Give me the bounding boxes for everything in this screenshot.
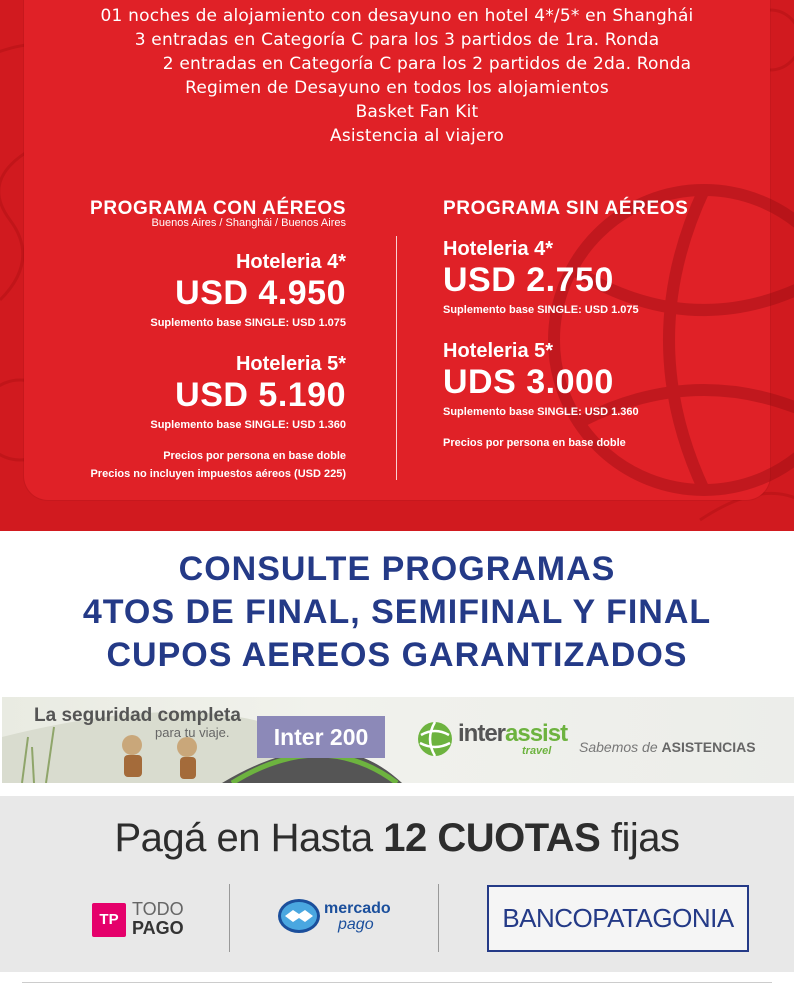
program-title: PROGRAMA CON AÉREOS: [90, 198, 346, 219]
note-line: Precios por persona en base doble: [443, 437, 626, 449]
insurance-headline: La seguridad completa: [34, 705, 241, 726]
price-tier: [443, 236, 743, 320]
column-divider: [396, 236, 397, 480]
payment-divider: [438, 884, 439, 952]
includes-item: 01 noches de alojamiento con desayuno en hotel 4*/5* en Shanghái: [100, 6, 694, 26]
mercadopago-wordmark: [324, 901, 414, 933]
payment-title-bold: 12 CUOTAS: [383, 816, 601, 860]
mercadopago-line: mercado: [324, 900, 391, 917]
note-line: Precios por persona en base doble: [163, 450, 346, 462]
insurance-subline: para tu viaje.: [155, 725, 230, 740]
price-tier: [443, 338, 743, 422]
logo-part: inter: [458, 720, 506, 747]
tier-price: UDS 3.000: [443, 363, 614, 401]
tier-supplement: Suplemento base SINGLE: USD 1.360: [443, 406, 639, 418]
logo-subtext: travel: [522, 745, 552, 757]
mercadopago-line: pago: [338, 916, 374, 933]
note-line: Precios no incluyen impuestos aéreos (USD 225): [90, 468, 346, 480]
consult-section: [0, 548, 794, 677]
todopago-wordmark: [132, 900, 212, 938]
handshake-icon: [277, 898, 321, 934]
consult-line: CONSULTE PROGRAMAS: [178, 550, 616, 588]
tier-price: USD 2.750: [443, 261, 614, 299]
logo-part: assist: [505, 720, 568, 747]
includes-item: 3 entradas en Categoría C para los 3 partidos de 1ra. Ronda: [134, 30, 660, 50]
payment-title: [0, 816, 794, 861]
program-route: Buenos Aires / Shanghái / Buenos Aires: [151, 217, 346, 229]
consult-line: CUPOS AEREOS GARANTIZADOS: [106, 636, 688, 674]
tier-supplement: Suplemento base SINGLE: USD 1.075: [443, 304, 639, 316]
includes-item: 2 entradas en Categoría C para los 2 partidos de 2da. Ronda: [162, 54, 692, 74]
includes-item: Asistencia al viajero: [329, 126, 504, 146]
payment-title-prefix: Pagá en Hasta: [114, 816, 384, 860]
slogan-text: Sabemos de: [579, 739, 662, 755]
payment-section: [0, 796, 794, 972]
interassist-slogan: [579, 739, 756, 755]
tier-name: Hoteleria 5*: [235, 353, 346, 375]
program-without-flights: [443, 196, 743, 452]
footer-divider: [22, 982, 772, 983]
tier-price: USD 5.190: [175, 376, 346, 414]
slogan-bold: ASISTENCIAS: [661, 739, 756, 755]
program-with-flights: [40, 196, 346, 483]
consult-line: 4TOS DE FINAL, SEMIFINAL Y FINAL: [82, 593, 712, 631]
tier-price: USD 4.950: [175, 274, 346, 312]
insurance-banner[interactable]: [2, 697, 794, 783]
bancopatagonia-logo[interactable]: BANCOPATAGONIA: [487, 885, 749, 952]
insurance-product-badge: Inter 200: [257, 716, 385, 758]
interassist-logo: [458, 721, 567, 747]
program-notes: [40, 447, 346, 483]
includes-list: [0, 4, 794, 148]
includes-item: Basket Fan Kit: [355, 102, 479, 122]
todopago-line: PAGO: [132, 918, 184, 938]
payment-divider: [229, 884, 230, 952]
tier-supplement: Suplemento base SINGLE: USD 1.360: [150, 419, 346, 431]
tier-name: Hoteleria 4*: [443, 238, 554, 260]
todopago-line: TODO: [132, 899, 184, 919]
price-tier: [40, 249, 346, 333]
includes-item: Regimen de Desayuno en todos los alojamientos: [185, 78, 609, 98]
tier-supplement: Suplemento base SINGLE: USD 1.075: [150, 317, 346, 329]
price-tier: [40, 351, 346, 435]
globe-icon: [415, 719, 455, 759]
program-notes: [443, 434, 743, 452]
program-title: PROGRAMA SIN AÉREOS: [443, 198, 689, 219]
payment-title-suffix: fijas: [600, 816, 680, 860]
tier-name: Hoteleria 5*: [443, 340, 554, 362]
todopago-icon: TP: [92, 903, 126, 937]
tier-name: Hoteleria 4*: [235, 251, 346, 273]
